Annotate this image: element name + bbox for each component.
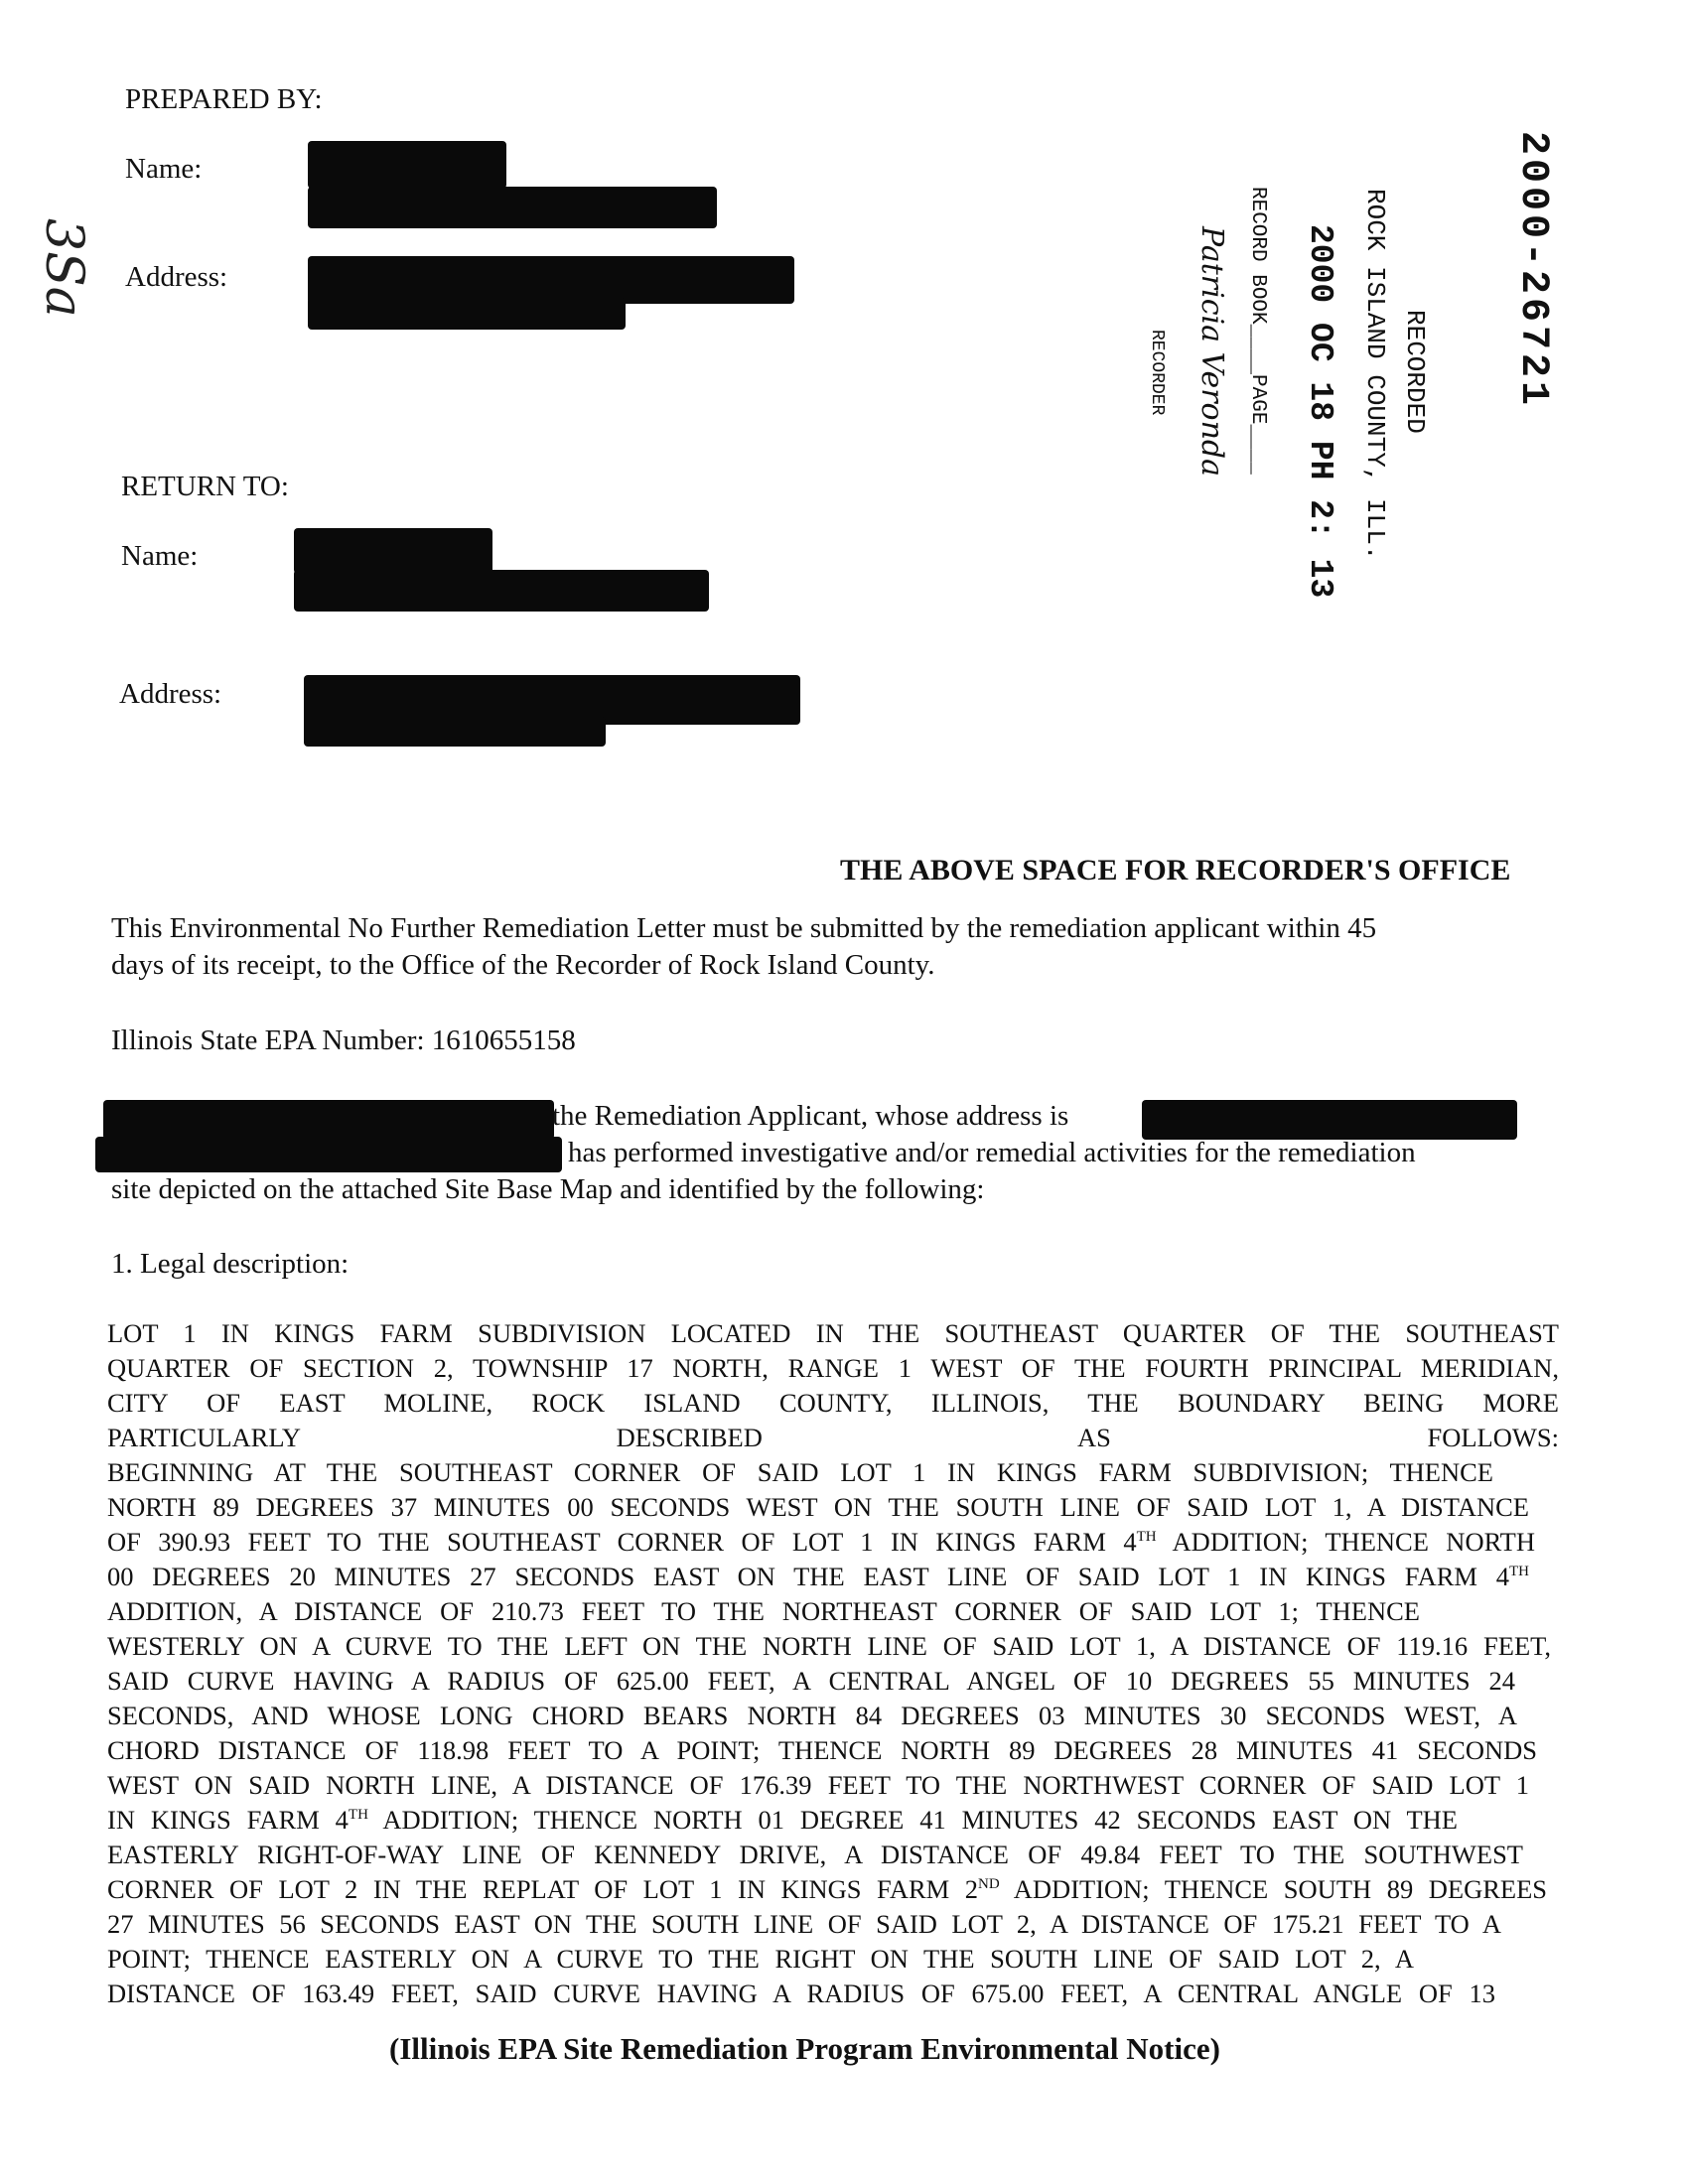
stamp-document-number: 2000-26721 [1510, 131, 1555, 410]
notice-line: This Environmental No Further Remediation Letter must be submitted by the remediation applicant within 45 [111, 912, 1377, 944]
redaction-block [294, 570, 709, 612]
stamp-signature: Patricia Veronda [1194, 226, 1229, 478]
applicant-line: has performed investigative and/or remedial activities for the remediation [568, 1137, 1416, 1168]
stamp-record-book: RECORD BOOK____PAGE____ [1246, 187, 1269, 475]
prepared-by-label: PREPARED BY: [125, 83, 323, 115]
stamp-recorder: RECORDER [1147, 330, 1167, 416]
prepared-address-label: Address: [125, 261, 228, 293]
redaction-block [1142, 1100, 1517, 1140]
legal-line: ADDITION, A DISTANCE OF 210.73 FEET TO THE NORTHEAST CORNER OF SAID LOT 1; THENCE [107, 1596, 1420, 1626]
legal-line: SAID CURVE HAVING A RADIUS OF 625.00 FEET, A CENTRAL ANGEL OF 10 DEGREES 55 MINUTES 24 [107, 1666, 1515, 1696]
applicant-line: the Remediation Applicant, whose address is [552, 1100, 1069, 1132]
legal-line: DISTANCE OF 163.49 FEET, SAID CURVE HAVING A RADIUS OF 675.00 FEET, A CENTRAL ANGLE OF 13 [107, 1979, 1495, 2008]
return-to-label: RETURN TO: [121, 471, 289, 502]
legal-description-heading: 1. Legal description: [111, 1248, 350, 1280]
legal-line: SECONDS, AND WHOSE LONG CHORD BEARS NORTH 84 DEGREES 03 MINUTES 30 SECONDS WEST, A [107, 1701, 1517, 1730]
legal-description-text [107, 1316, 1559, 2011]
stamp-datetime: 2000 OC 18 PH 2: 13 [1302, 224, 1338, 599]
legal-line: QUARTER OF SECTION 2, TOWNSHIP 17 NORTH, RANGE 1 WEST OF THE FOURTH PRINCIPAL MERIDIAN, [107, 1353, 1559, 1383]
epa-number: Illinois State EPA Number: 1610655158 [111, 1024, 576, 1056]
legal-line: WESTERLY ON A CURVE TO THE LEFT ON THE NORTH LINE OF SAID LOT 1, A DISTANCE OF 119.16 FEET, [107, 1631, 1551, 1661]
legal-line: CORNER OF LOT 2 IN THE REPLAT OF LOT 1 IN KINGS FARM 2ND ADDITION; THENCE SOUTH 89 DEGREES [107, 1874, 1547, 1904]
redaction-block [294, 528, 492, 574]
redaction-block [308, 141, 506, 189]
stamp-recorded: RECORDED [1400, 310, 1430, 434]
legal-line: PARTICULARLY DESCRIBED AS FOLLOWS: [107, 1423, 1559, 1452]
legal-line: WEST ON SAID NORTH LINE, A DISTANCE OF 176.39 FEET TO THE NORTHWEST CORNER OF SAID LOT 1 [107, 1770, 1529, 1800]
legal-line: LOT 1 IN KINGS FARM SUBDIVISION LOCATED IN THE SOUTHEAST QUARTER OF THE SOUTHEAST [107, 1318, 1559, 1348]
footer-notice: (Illinois EPA Site Remediation Program Environmental Notice) [389, 2031, 1220, 2066]
legal-line: EASTERLY RIGHT-OF-WAY LINE OF KENNEDY DRIVE, A DISTANCE OF 49.84 FEET TO THE SOUTHWEST [107, 1840, 1523, 1869]
prepared-name-label: Name: [125, 153, 203, 185]
legal-line: NORTH 89 DEGREES 37 MINUTES 00 SECONDS WEST ON THE SOUTH LINE OF SAID LOT 1, A DISTANCE [107, 1492, 1529, 1522]
redaction-block [304, 717, 606, 747]
stamp-county: ROCK ISLAND COUNTY, ILL. [1360, 189, 1390, 561]
legal-line: 00 DEGREES 20 MINUTES 27 SECONDS EAST ON THE EAST LINE OF SAID LOT 1 IN KINGS FARM 4TH [107, 1562, 1529, 1591]
legal-line: IN KINGS FARM 4TH ADDITION; THENCE NORTH 01 DEGREE 41 MINUTES 42 SECONDS EAST ON THE [107, 1805, 1458, 1835]
margin-mark: 3Sa [34, 218, 93, 318]
legal-line: CHORD DISTANCE OF 118.98 FEET TO A POINT; THENCE NORTH 89 DEGREES 28 MINUTES 41 SECONDS [107, 1735, 1537, 1765]
legal-line: CITY OF EAST MOLINE, ROCK ISLAND COUNTY, ILLINOIS, THE BOUNDARY BEING MORE [107, 1388, 1559, 1418]
notice-paragraph [111, 910, 1581, 984]
redaction-block [103, 1100, 554, 1140]
applicant-line: site depicted on the attached Site Base Map and identified by the following: [111, 1173, 985, 1205]
notice-line: days of its receipt, to the Office of the Recorder of Rock Island County. [111, 949, 935, 981]
legal-line: OF 390.93 FEET TO THE SOUTHEAST CORNER OF LOT 1 IN KINGS FARM 4TH ADDITION; THENCE NORTH [107, 1527, 1535, 1557]
redaction-block [95, 1137, 562, 1172]
recorder-space-heading: THE ABOVE SPACE FOR RECORDER'S OFFICE [840, 854, 1511, 887]
return-name-label: Name: [121, 540, 199, 572]
legal-line: POINT; THENCE EASTERLY ON A CURVE TO THE RIGHT ON THE SOUTH LINE OF SAID LOT 2, A [107, 1944, 1414, 1974]
redaction-block [308, 187, 717, 228]
legal-line: 27 MINUTES 56 SECONDS EAST ON THE SOUTH LINE OF SAID LOT 2, A DISTANCE OF 175.21 FEET TO A [107, 1909, 1501, 1939]
redaction-block [308, 256, 794, 304]
legal-line: BEGINNING AT THE SOUTHEAST CORNER OF SAID LOT 1 IN KINGS FARM SUBDIVISION; THENCE [107, 1457, 1493, 1487]
redaction-block [308, 298, 626, 330]
return-address-label: Address: [119, 678, 222, 710]
